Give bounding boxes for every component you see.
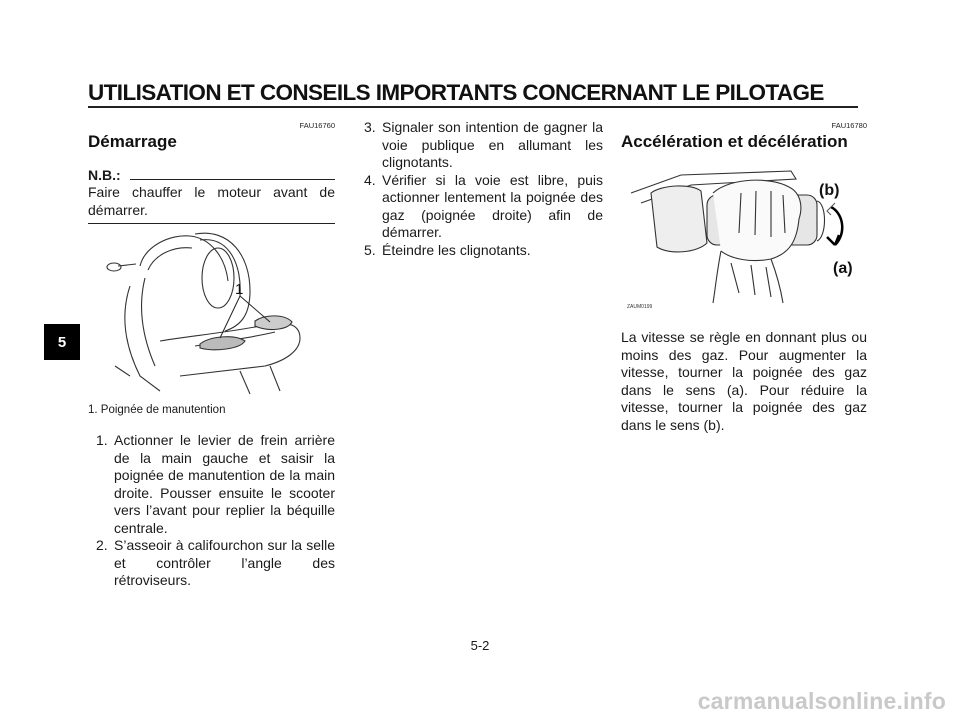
step-number: 2. [96, 537, 108, 553]
figure-label-a: (a) [833, 260, 853, 277]
step-text: Signaler son intention de gagner la voie publique en allumant les clignotants. [382, 119, 603, 170]
steps-list-middle [356, 119, 603, 259]
watermark: carmanualsonline.info [697, 688, 946, 714]
list-item [356, 119, 603, 172]
nb-end-rule [88, 223, 335, 224]
section-title-acceleration: Accélération et décélération [621, 132, 848, 151]
scooter-illustration [100, 226, 335, 398]
figure-caption: 1. Poignée de manutention [88, 404, 226, 416]
list-item [88, 537, 335, 590]
list-item [356, 172, 603, 242]
figure-code: ZAUM0199 [627, 304, 653, 310]
list-item [356, 242, 603, 260]
section-title-demarrage: Démarrage [88, 132, 177, 151]
step-number: 4. [364, 171, 376, 188]
figure-label-b: (b) [819, 182, 840, 199]
step-number: 3. [364, 119, 376, 135]
nb-rule [130, 179, 335, 180]
step-text: Éteindre les clignotants. [382, 241, 531, 258]
step-number: 1. [96, 432, 108, 448]
step-text: S’asseoir à califourchon sur la selle et contrôler l’angle des rétroviseurs. [114, 537, 335, 588]
throttle-illustration [621, 163, 867, 313]
steps-list-left [88, 432, 335, 590]
acceleration-body: La vitesse se règle en donnant plus ou moins des gaz. Pour augmenter la vitesse, tourner la poignée des gaz dans le sens (a). Pour réduire la vitesse, tourner la poignée des gaz dans le sens (b). [621, 329, 867, 433]
nb-text: Faire chauffer le moteur avant de démarrer. [88, 184, 335, 218]
chapter-tab: 5 [44, 324, 80, 360]
page-header-title: UTILISATION ET CONSEILS IMPORTANTS CONCERNANT LE PILOTAGE [88, 80, 824, 105]
page-number: 5-2 [470, 638, 490, 653]
figure-callout-1: 1 [235, 281, 244, 298]
section-code: FAU16780 [831, 121, 867, 130]
list-item [88, 432, 335, 537]
step-number: 5. [364, 241, 376, 258]
nb-label: N.B.: [88, 167, 121, 183]
step-text: Actionner le levier de frein arrière de la main gauche et saisir la poignée de manutention de la main droite. Pousser ensuite le scooter vers l’avant pour replier la béquille centrale. [114, 432, 335, 536]
step-text: Vérifier si la voie est libre, puis actionner lentement la poignée des gaz (poignée droite) afin de démarrer. [382, 171, 603, 240]
header-rule [88, 106, 858, 108]
section-code: FAU16760 [299, 121, 335, 130]
